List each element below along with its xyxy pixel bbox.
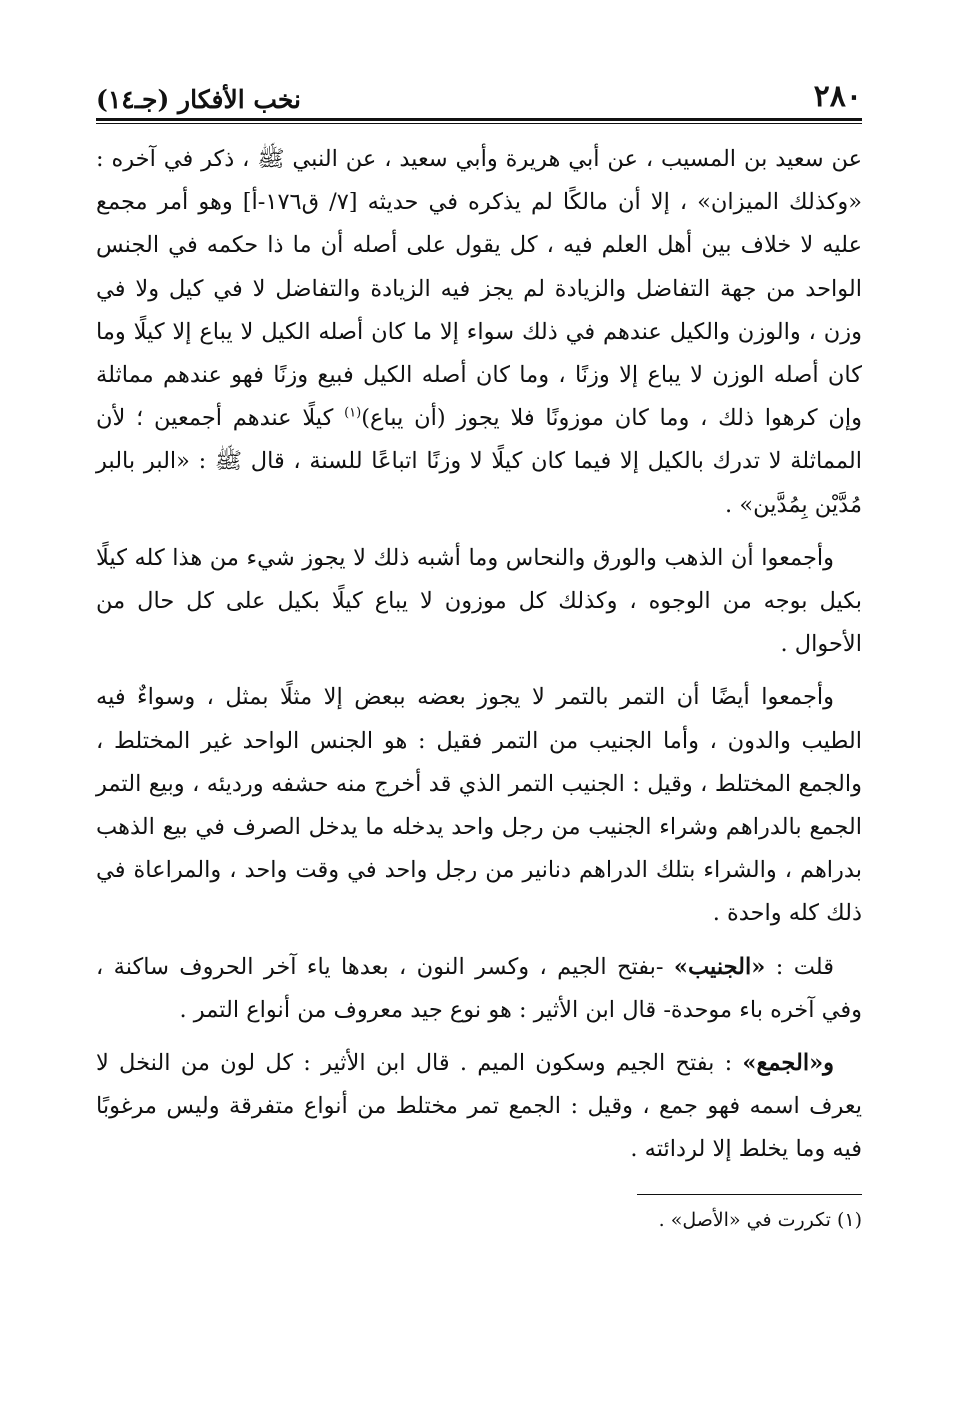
footnote-1: (١) تكررت في «الأصل» . xyxy=(658,1208,862,1231)
paragraph-3: وأجمعوا أيضًا أن التمر بالتمر لا يجوز بعضه ببعض إلا مثلًا بمثل ، وسواءٌ فيه الطيب والدون ، وأما الجنيب من التمر فقيل : هو الجنس الواحد غير المختلط ، والجمع المختلط ، وقيل : الجنيب التمر الذي قد أخرج منه حشفه ورديئه ، وبيع التمر الجمع بالدراهم وشراء الجنيب من رجل واحد يدخله ما يدخل الصرف في بيع الذهب بدراهم ، والشراء بتلك الدراهم دنانير من رجل واحد في وقت واحد ، والمراعاة في ذلك كله واحدة . xyxy=(96,684,862,927)
book-page xyxy=(96,72,862,1235)
paragraph-4-text: -بفتح الجيم ، وكسر النون ، بعدها ياء آخر الحروف ساكنة ، وفي آخره باء موحدة- قال ابن الأثير : هو نوع جيد معروف من أنواع التمر . xyxy=(96,953,862,1023)
paragraph-2: وأجمعوا أن الذهب والورق والنحاس وما أشبه ذلك لا يجوز شيء من هذا كله كيلًا بكيل بوجه من الوجوه ، وكذلك كل موزون لا يباع كيلًا بكيل على كل حال من الأحوال . xyxy=(96,544,862,658)
paragraph-1-text-b: كيلًا عندهم أجمعين ؛ لأن المماثلة لا تدرك بالكيل إلا فيما كان كيلًا لا وزنًا اتباعًا للسنة ، قال ﷺ : «البر بالبر مُدَّيْن بِمُدَّين» . xyxy=(96,405,862,518)
footnote-reference: (١) xyxy=(344,405,362,421)
term-jam: و«الجمع» xyxy=(742,1050,834,1077)
main-text xyxy=(96,138,862,1172)
footnote-separator xyxy=(637,1194,862,1195)
running-title: نخب الأفكار (جـ١٤) xyxy=(96,85,302,114)
paragraph-4-lead: قلت : xyxy=(765,953,834,980)
page-number: ٢٨٠ xyxy=(813,79,862,114)
term-janib: «الجنيب» xyxy=(673,953,766,980)
paragraph-4 xyxy=(96,946,862,1032)
paragraph-5-text: : بفتح الجيم وسكون الميم . قال ابن الأثير : كل لون من النخل لا يعرف اسمه فهو جمع ، وقيل : الجمع تمر مختلط من أنواع متفرقة وليس مرغوبًا فيه وما يخلط إلا لردائته . xyxy=(96,1050,862,1163)
paragraph-1 xyxy=(96,138,862,527)
paragraph-5 xyxy=(96,1042,862,1172)
header-rule xyxy=(96,118,862,124)
page-header xyxy=(96,72,862,118)
paragraph-1-text-a: عن سعيد بن المسيب ، عن أبي هريرة وأبي سعيد ، عن النبي ﷺ ، ذكر في آخره : «وكذلك الميزان» ، إلا أن مالكًا لم يذكره في حديثه [٧/ ق١٧٦-أ] وهو أمر مجمع عليه لا خلاف بين أهل العلم فيه ، كل يقول على أصله أن ما ذا حكمه في الجنس الواحد من جهة التفاضل والزيادة لم يجز فيه الزيادة والتفاضل لا في كيل ولا في وزن ، والوزن والكيل عندهم في ذلك سواء إلا ما كان أصله الكيل لا يباع إلا كيلًا وما كان أصله الوزن لا يباع إلا وزنًا ، وما كان أصله الكيل فبيع وزنًا فهو عندهم مماثلة وإن كرهوا ذلك ، وما كان موزونًا فلا يجوز (أن يباع) xyxy=(96,146,862,432)
